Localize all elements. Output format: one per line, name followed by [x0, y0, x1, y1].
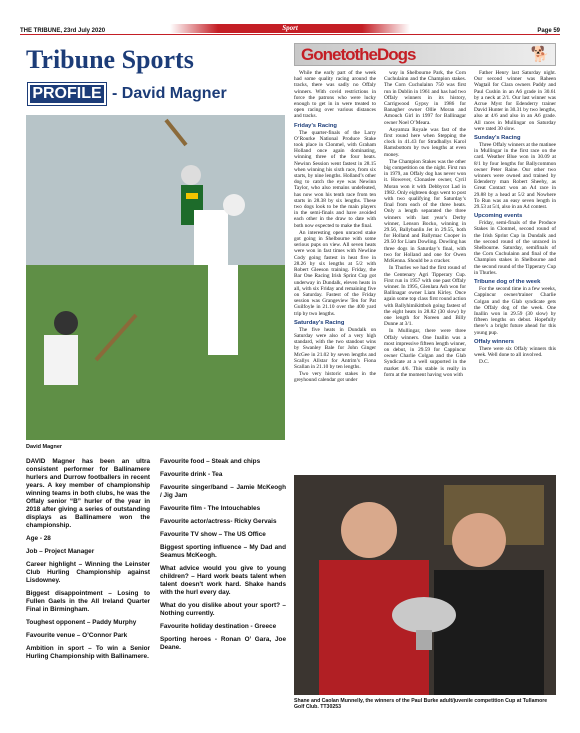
profile-paragraph: Favourite film - The Intouchables	[160, 505, 261, 512]
profile-paragraph: Job – Project Manager	[26, 548, 95, 555]
article-paragraph: D.C.	[479, 359, 490, 366]
profile-paragraph: Biggest sporting influence – My Dad and Seamus McKeogh.	[160, 544, 286, 559]
subhead: Sunday’s Racing	[474, 135, 521, 142]
dogs-title: GonetotheDogs	[301, 45, 416, 64]
article-paragraph: In Mullingar, there were three Offaly winners. One Inallin was a most impressive fifteen length winner, on debut, in 29.59 for Cappincur owner Charlie Colgan and the Glab Syndicate at a well supported in the market 4/6. This stable is really in form at the moment having won with	[384, 328, 466, 378]
page-number: Page 59	[537, 28, 560, 34]
profile-paragraph: Favourite singer/band – Jamie McKeogh / Jig Jam	[160, 484, 286, 499]
header-rule	[20, 34, 560, 35]
profile-paragraph: What advice would you give to young children? – Hard work beats talent when talent doesn't work hard. Shake hands with the hurl every day.	[160, 565, 286, 596]
profile-paragraph: Career highlight – Winning the Leinster Club Hurling Championship against Lisdowney.	[26, 561, 150, 584]
gone-to-the-dogs-banner	[294, 43, 556, 66]
article-paragraph: While the early part of the week had some quality racing around the tracks, there was sadly no Offaly winners. With covid restrictions in force the patrons who were lucky enough to get in in were treated to open racing over various distances and tracks.	[294, 70, 376, 120]
profile-paragraph: Ambition in sport – To win a Senior Hurling Championship with Ballinamere.	[26, 645, 150, 660]
article-paragraph: Friday, semi-finals of the Produce Stakes in Clonmel, second round of the Irish Sprint Cup in Dundalk and the second round of the unraced in Shelbourne. Saturday, semifinals of the Corn Cuchulainn and final of the Champion stakes in Shelbourne and the second round of the Tipperary Cup in Thurles.	[474, 220, 556, 276]
dogs-column-3	[474, 70, 556, 470]
profile-badge: PROFILE	[28, 83, 106, 105]
profile-paragraph: Favourite drink - Tea	[160, 471, 223, 478]
hurling-photo	[26, 115, 285, 440]
subhead: Friday’s Racing	[294, 122, 337, 129]
article-paragraph: For the second time in a few weeks, Cappincur owner/trainer Charlie Colgan and the Glab syndicate gets the Offaly dog of the week. One Inallin won in 29.59 (30 slow) by fifteen lengths on debut. Hopefully there’s a bright future ahead for this young pup.	[474, 286, 556, 336]
profile-paragraph: Favourite venue – O’Connor Park	[26, 632, 128, 639]
article-paragraph: Two very historic stakes in the greyhound calendar got under	[294, 371, 376, 384]
subhead: Upcoming events	[474, 213, 523, 220]
profile-paragraph: Favourite food – Steak and chips	[160, 458, 261, 465]
article-paragraph: The five heats in Dundalk on Saturday were also of a very high standard, with the two standout wins by Swanley Bale for John Ginger McGee in 21.02 by seven lengths and Scallys Allstar for Antrim’s Fiona Scallan in 21.10 by ten lengths.	[294, 326, 376, 370]
article-paragraph: There were six Offaly winners this week. Well done to all involved.	[474, 345, 556, 358]
article-paragraph: way in Shelbourne Park, the Corn Cuchulainn and the Champion stakes. The Corn Cuchulainn 750 was first run in Dublin in 1961 and has had two Offaly winners in its history, Carrigwood Gypsy in 1986 for Banagher owner Ollie Moran and Amouch Girl in 1997 for Ballinagar owner Noel O’Meara.	[384, 70, 466, 126]
article-paragraph: Aoyamza Royale was fast of the first round here when Stepping the clock in 41.43 for Stradballys Karol Ramsbottom by two lengths at even money.	[384, 126, 466, 158]
article-paragraph: An interesting open unraced stake got going in Shelbourne with some serious pups on view. All seven heats were won in fast times with Newline Cody going fastest in heat five in 28.26 by six lengths at 5/2 with Robert Gleeson training. Friday, the Bar One Racing Irish Sprint Cup got underway in Dundalk, eleven heats in all, with six Friday and remaining five on Saturday. Fastest of the Friday session was Grangeview Ten for Pat Guilfoyle in 21.10 over the 400 yard trip by two lengths.	[294, 229, 376, 317]
profile-column-2	[160, 458, 286, 657]
profile-name: - David Magner	[112, 85, 227, 102]
subhead: Saturday’s Racing	[294, 319, 345, 326]
profile-paragraph: Favourite actor/actress- Ricky Gervais	[160, 518, 277, 525]
subhead: Tribune dog of the week	[474, 279, 541, 286]
photo-caption: David Magner	[26, 444, 63, 450]
subhead: Offaly winners	[474, 338, 514, 345]
article-paragraph: The quarter-finals of the Larry O’Rourke National Produce Stake took place in Clonmel, with Graham Holland once again dominating, winning three of the four heats. Newinn Session went fastest in 28.15 when winning his sixth race, from six starts, by nine lengths. Holland’s other dog to catch the eye was Newinn Taylor, who also remains undefeated, has now won his tenth race from ten starts in 28.38 by six lengths. These two dogs look to be the main players in the semi-finals and have avoided each other in the draw to date with both now expected to make the final.	[294, 129, 376, 229]
article-paragraph: Father Henry last Saturday night. Our second winner was Raheen Wagtail for Clara owners Paddy and Paul Cushin in an A6 grade in 30.61 by a neck at 2/1. Our last winner was Acrue Myst for Edenderry trainer David Hunter in 30.31 by two lengths, also at 4/6 and also in an A6 grade. All races in Mullingar on Saturday were rated 30 slow.	[474, 70, 556, 132]
greyhound-icon: 🐕	[530, 47, 550, 63]
dogs-column-1	[294, 70, 376, 470]
profile-paragraph: Favourite holiday destination - Greece	[160, 623, 277, 630]
profile-paragraph: Toughest opponent – Paddy Murphy	[26, 619, 137, 626]
profile-paragraph: DAVID Magner has been an ultra consistent performer for Ballinamere hurlers and Durrow footballers in recent years. A key member of championship winning teams in both clubs, he was the Offaly senior “B” hurler of the year in 2018 after giving a series of outstanding displays as Ballinamere won the championship.	[26, 458, 150, 529]
profile-column-1	[26, 458, 150, 666]
page-title: Tribune Sports	[26, 45, 194, 74]
profile-paragraph: Age - 28	[26, 535, 51, 542]
article-paragraph: The Champion Stakes was the other big competition on the night. First run in 1979, an Offaly dog has never won it. However, Clonaslee owner, Cyril Moran won it with Debbycot Lad in 1982. Only eighteen dogs went to post with two qualifying for Saturday’s final from each of the three heats. Only a length separated the three winners with last year’s Derby winner, Lenson Bocko, winning in 29.56, Ballybanlin Jet in 29.55, both for Holland and Ballymac Cooper in 29.50 for Liam Dowling. Dowling has three dogs in Saturday’s final, with two for Holland and one for Owen McKenna. Should be a cracker.	[384, 158, 466, 265]
page-header	[20, 8, 560, 34]
section-label: Sport	[282, 24, 298, 32]
golf-trophy-photo	[294, 475, 556, 695]
profile-paragraph: Biggest disappointment – Losing to Fullen Gaels in the All Ireland Quarter Final in Birmingham.	[26, 590, 150, 613]
section-band	[170, 24, 410, 33]
profile-paragraph: Favourite TV show – The US Office	[160, 531, 266, 538]
golf-photo-caption: Shane and Caolan Munnelly, the winners of the Paul Burke adult/juvenile competition Cup at Tullamore Golf Club. TT30253	[294, 698, 548, 711]
profile-paragraph: Sporting heroes - Ronan O’ Gara, Joe Deane.	[160, 636, 286, 651]
article-paragraph: In Thurles we had the first round of the Centenary Agri Tipperary Cup. First run in 1957 with one past Offaly winner. In 1995, Glenlara Ash won for Ballinagar owner Liam Kirley. Once again some top class first round action with Ballyhimikittboh going fastest of the eight heats in 28.82 (30 slow) by one length for Noreen and Billy Dunne at 3/1.	[384, 265, 466, 328]
profile-paragraph: What do you dislike about your sport? – Nothing currently.	[160, 602, 286, 617]
article-paragraph: Three Offaly winners at the matinee in Mullingar in the first race on the card. Weather Blue won in 30.09 at 8/1 by four lengths for Ballycommon owner Peter Raine. Our other two winners were owned and trained by Edenderry man Robert Sheehy, as Great Contact won an A4 race in 29.88 by a head at 5/2 and Nowhere To Run was an easy seven length in 29.53 at 5/4, also in an A4 contest.	[474, 142, 556, 211]
issue-date: THE TRIBUNE, 23rd July 2020	[20, 28, 106, 34]
dogs-column-2	[384, 70, 466, 470]
